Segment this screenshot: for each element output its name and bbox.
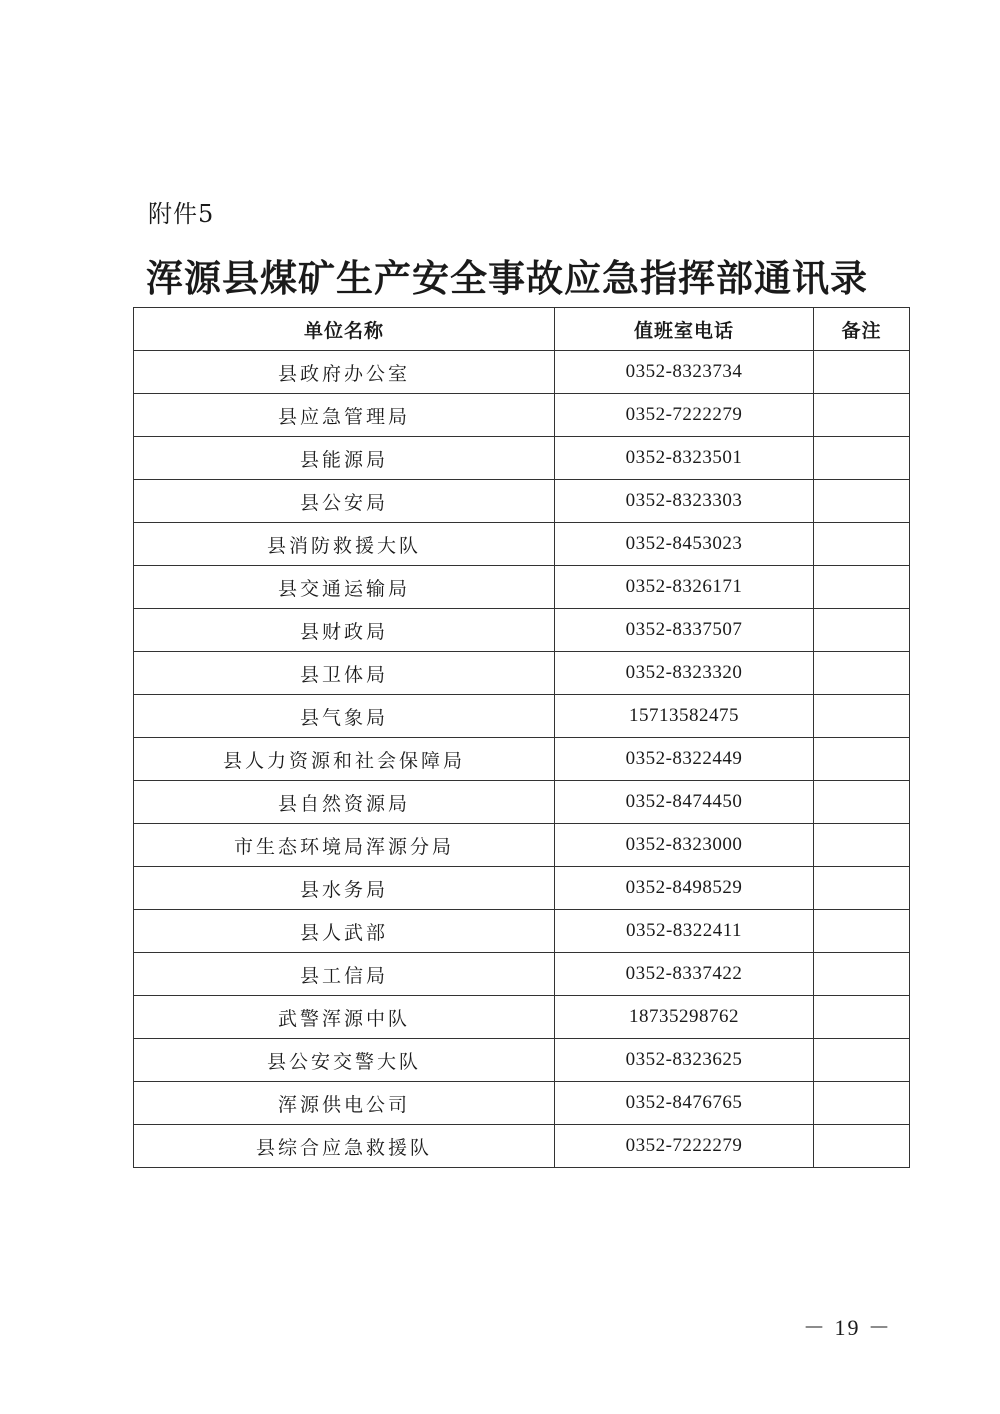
duty-phone-cell: 0352-8326171 [555, 566, 814, 609]
unit-name-cell: 浑源供电公司 [134, 1082, 555, 1125]
unit-name-cell: 县应急管理局 [134, 394, 555, 437]
remarks-cell [814, 652, 910, 695]
remarks-cell [814, 738, 910, 781]
unit-name-cell: 县综合应急救援队 [134, 1125, 555, 1168]
duty-phone-cell: 0352-8323303 [555, 480, 814, 523]
duty-phone-cell: 0352-8474450 [555, 781, 814, 824]
duty-phone-cell: 15713582475 [555, 695, 814, 738]
unit-name-cell: 县自然资源局 [134, 781, 555, 824]
unit-name-cell: 县能源局 [134, 437, 555, 480]
table-header-row [134, 308, 910, 351]
remarks-cell [814, 480, 910, 523]
unit-name-cell: 县工信局 [134, 953, 555, 996]
remarks-cell [814, 1039, 910, 1082]
header-remarks: 备注 [814, 308, 910, 351]
attachment-label: 附件5 [148, 200, 215, 228]
remarks-cell [814, 523, 910, 566]
duty-phone-cell: 0352-8322411 [555, 910, 814, 953]
table-row [134, 867, 910, 910]
duty-phone-cell: 0352-8476765 [555, 1082, 814, 1125]
duty-phone-cell: 0352-8323734 [555, 351, 814, 394]
table-row [134, 738, 910, 781]
table-row [134, 480, 910, 523]
table-row [134, 910, 910, 953]
remarks-cell [814, 824, 910, 867]
duty-phone-cell: 0352-8322449 [555, 738, 814, 781]
remarks-cell [814, 867, 910, 910]
remarks-cell [814, 437, 910, 480]
duty-phone-cell: 0352-8323000 [555, 824, 814, 867]
table-row [134, 996, 910, 1039]
unit-name-cell: 武警浑源中队 [134, 996, 555, 1039]
header-unit-name: 单位名称 [134, 308, 555, 351]
remarks-cell [814, 1125, 910, 1168]
document-title: 浑源县煤矿生产安全事故应急指挥部通讯录 [146, 257, 868, 300]
table-row [134, 609, 910, 652]
remarks-cell [814, 394, 910, 437]
unit-name-cell: 市生态环境局浑源分局 [134, 824, 555, 867]
remarks-cell [814, 953, 910, 996]
duty-phone-cell: 0352-8337507 [555, 609, 814, 652]
unit-name-cell: 县人力资源和社会保障局 [134, 738, 555, 781]
table-row [134, 523, 910, 566]
duty-phone-cell: 0352-8323625 [555, 1039, 814, 1082]
table-row [134, 394, 910, 437]
table-row [134, 1082, 910, 1125]
unit-name-cell: 县水务局 [134, 867, 555, 910]
duty-phone-cell: 0352-7222279 [555, 1125, 814, 1168]
duty-phone-cell: 0352-7222279 [555, 394, 814, 437]
table-row [134, 781, 910, 824]
remarks-cell [814, 351, 910, 394]
remarks-cell [814, 695, 910, 738]
table-row [134, 1125, 910, 1168]
unit-name-cell: 县气象局 [134, 695, 555, 738]
remarks-cell [814, 996, 910, 1039]
table-row [134, 695, 910, 738]
duty-phone-cell: 0352-8453023 [555, 523, 814, 566]
remarks-cell [814, 1082, 910, 1125]
contact-directory-table [133, 307, 910, 1168]
table-body [134, 351, 910, 1168]
unit-name-cell: 县公安交警大队 [134, 1039, 555, 1082]
table-row [134, 351, 910, 394]
remarks-cell [814, 781, 910, 824]
unit-name-cell: 县卫体局 [134, 652, 555, 695]
duty-phone-cell: 0352-8498529 [555, 867, 814, 910]
page-number: － 19 － [803, 1315, 893, 1340]
remarks-cell [814, 609, 910, 652]
unit-name-cell: 县消防救援大队 [134, 523, 555, 566]
unit-name-cell: 县人武部 [134, 910, 555, 953]
header-duty-phone: 值班室电话 [555, 308, 814, 351]
table-row [134, 437, 910, 480]
unit-name-cell: 县交通运输局 [134, 566, 555, 609]
duty-phone-cell: 0352-8337422 [555, 953, 814, 996]
remarks-cell [814, 566, 910, 609]
unit-name-cell: 县财政局 [134, 609, 555, 652]
remarks-cell [814, 910, 910, 953]
duty-phone-cell: 0352-8323501 [555, 437, 814, 480]
duty-phone-cell: 18735298762 [555, 996, 814, 1039]
table-row [134, 953, 910, 996]
unit-name-cell: 县公安局 [134, 480, 555, 523]
duty-phone-cell: 0352-8323320 [555, 652, 814, 695]
unit-name-cell: 县政府办公室 [134, 351, 555, 394]
table-row [134, 824, 910, 867]
table-row [134, 566, 910, 609]
table-row [134, 652, 910, 695]
table-row [134, 1039, 910, 1082]
